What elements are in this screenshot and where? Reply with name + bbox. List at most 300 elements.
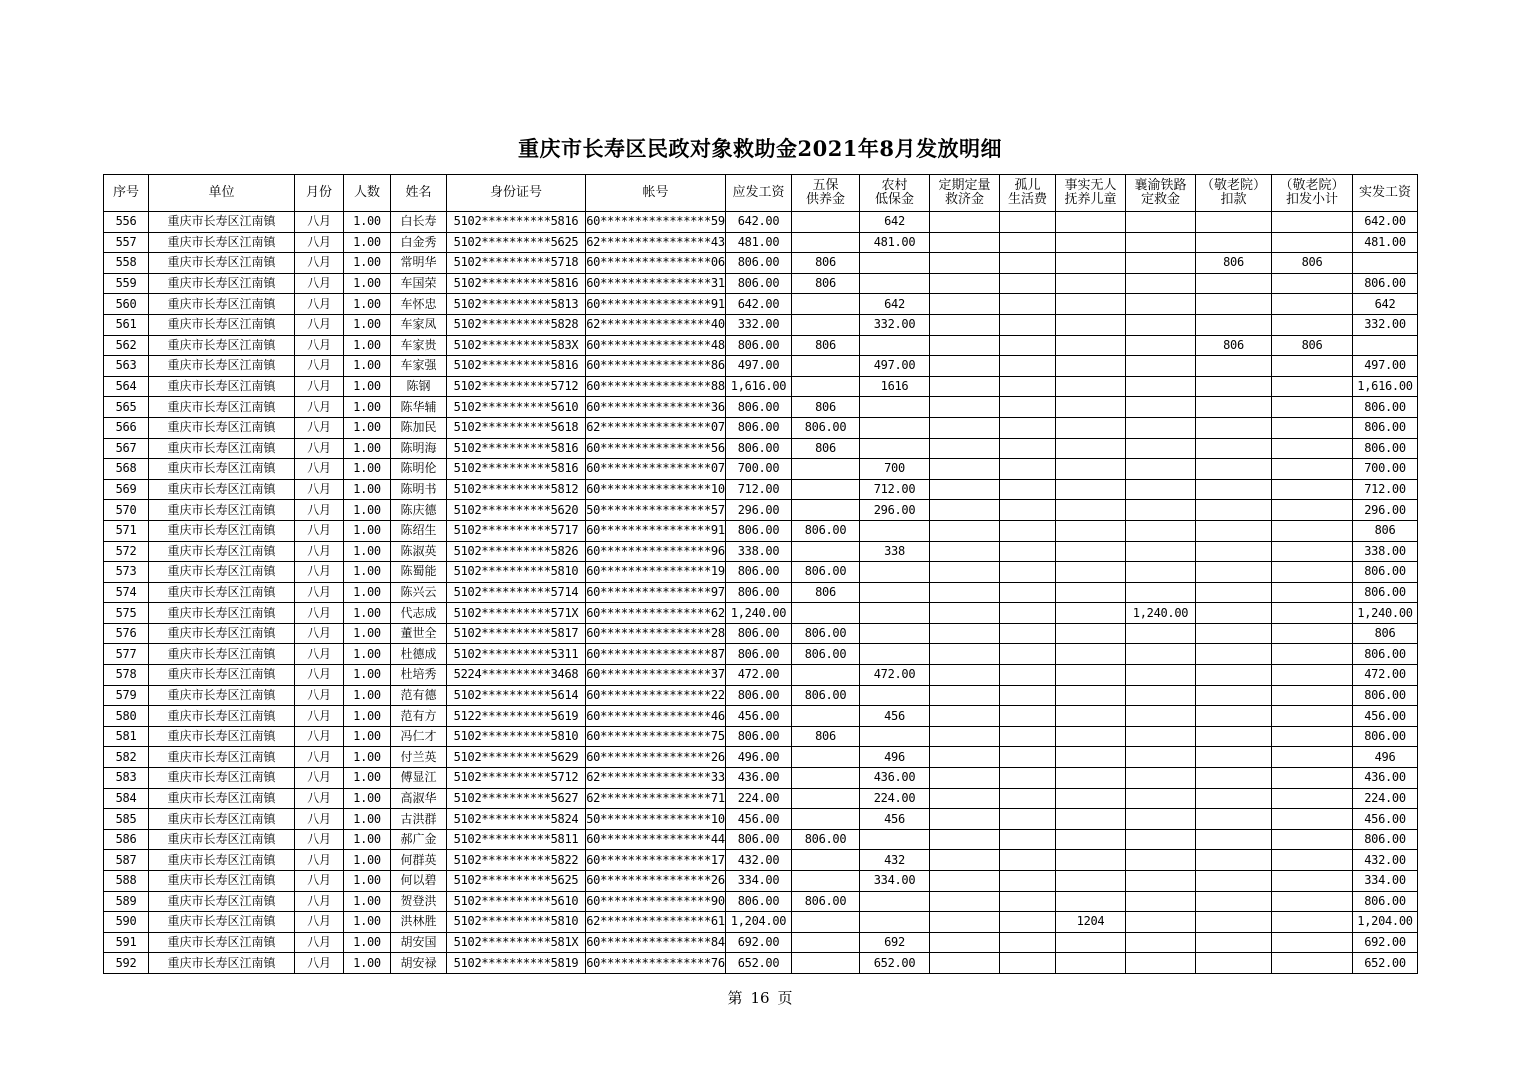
table-cell — [792, 479, 860, 500]
table-cell: 62****************71 — [586, 788, 726, 809]
table-cell — [1000, 829, 1056, 850]
table-cell: 重庆市长寿区江南镇 — [149, 788, 295, 809]
table-cell — [1000, 520, 1056, 541]
table-header-row — [104, 175, 1418, 212]
table-cell — [1056, 459, 1126, 480]
column-header: 应发工资 — [726, 175, 792, 212]
table-cell: 692.00 — [1353, 932, 1418, 953]
table-cell — [1000, 438, 1056, 459]
table-cell — [1272, 685, 1353, 706]
table-cell: 陈明伦 — [391, 459, 447, 480]
table-cell: 806.00 — [792, 829, 860, 850]
table-cell: 八月 — [295, 253, 344, 274]
table-cell: 806.00 — [726, 438, 792, 459]
table-cell: 806 — [792, 438, 860, 459]
table-cell: 5102**********5625 — [447, 871, 586, 892]
table-cell: 60****************97 — [586, 582, 726, 603]
table-cell: 重庆市长寿区江南镇 — [149, 726, 295, 747]
table-cell — [1000, 685, 1056, 706]
table-cell: 1.00 — [344, 232, 391, 253]
table-cell: 何群英 — [391, 850, 447, 871]
table-cell — [1056, 417, 1126, 438]
table-cell: 806.00 — [726, 253, 792, 274]
table-cell: 60****************96 — [586, 541, 726, 562]
table-cell: 1.00 — [344, 582, 391, 603]
table-cell: 重庆市长寿区江南镇 — [149, 644, 295, 665]
table-cell: 5102**********5610 — [447, 397, 586, 418]
table-cell — [792, 500, 860, 521]
table-cell — [930, 809, 1000, 830]
table-cell: 车国荣 — [391, 273, 447, 294]
table-cell — [1056, 582, 1126, 603]
table-cell — [860, 829, 930, 850]
table-cell: 5102**********5811 — [447, 829, 586, 850]
table-cell: 杜德成 — [391, 644, 447, 665]
table-cell: 八月 — [295, 726, 344, 747]
table-cell: 806.00 — [792, 891, 860, 912]
table-cell — [792, 747, 860, 768]
table-row — [104, 417, 1418, 438]
table-row — [104, 912, 1418, 933]
table-cell — [930, 438, 1000, 459]
table-cell — [1056, 253, 1126, 274]
table-cell: 806.00 — [1353, 582, 1418, 603]
table-row — [104, 314, 1418, 335]
table-cell — [1000, 603, 1056, 624]
column-header: 月份 — [295, 175, 344, 212]
table-cell: 胡安禄 — [391, 953, 447, 974]
table-cell: 重庆市长寿区江南镇 — [149, 685, 295, 706]
table-cell — [1056, 294, 1126, 315]
table-cell: 1.00 — [344, 809, 391, 830]
relief-payment-table — [103, 174, 1418, 974]
table-cell — [1353, 253, 1418, 274]
table-cell: 1204 — [1056, 912, 1126, 933]
table-cell: 重庆市长寿区江南镇 — [149, 562, 295, 583]
table-cell: 652.00 — [1353, 953, 1418, 974]
table-cell: 432.00 — [726, 850, 792, 871]
table-cell — [1272, 726, 1353, 747]
table-cell — [1126, 232, 1196, 253]
table-cell: 5102**********5712 — [447, 768, 586, 789]
table-cell — [930, 253, 1000, 274]
table-cell: 556 — [104, 212, 149, 233]
table-cell — [1056, 314, 1126, 335]
table-cell: 806.00 — [1353, 891, 1418, 912]
table-cell — [860, 644, 930, 665]
table-cell: 胡安国 — [391, 932, 447, 953]
table-cell: 八月 — [295, 747, 344, 768]
table-cell: 559 — [104, 273, 149, 294]
table-cell — [1126, 335, 1196, 356]
table-cell: 564 — [104, 376, 149, 397]
table-cell: 806 — [792, 397, 860, 418]
table-cell: 1.00 — [344, 479, 391, 500]
table-cell — [1196, 397, 1272, 418]
table-cell: 557 — [104, 232, 149, 253]
table-cell: 806.00 — [726, 562, 792, 583]
table-cell: 重庆市长寿区江南镇 — [149, 953, 295, 974]
table-cell — [860, 438, 930, 459]
table-cell — [1056, 356, 1126, 377]
table-cell: 八月 — [295, 376, 344, 397]
table-cell: 八月 — [295, 335, 344, 356]
table-cell: 60****************91 — [586, 294, 726, 315]
table-cell: 580 — [104, 706, 149, 727]
table-cell — [792, 356, 860, 377]
table-cell — [1126, 891, 1196, 912]
table-cell: 60****************37 — [586, 665, 726, 686]
table-cell: 456.00 — [726, 809, 792, 830]
table-cell — [1126, 768, 1196, 789]
table-cell — [1196, 541, 1272, 562]
table-cell: 重庆市长寿区江南镇 — [149, 294, 295, 315]
table-cell — [860, 726, 930, 747]
table-cell: 592 — [104, 953, 149, 974]
table-cell — [1126, 665, 1196, 686]
table-cell: 5102**********5712 — [447, 376, 586, 397]
table-cell — [1196, 747, 1272, 768]
table-cell: 古洪群 — [391, 809, 447, 830]
table-row — [104, 706, 1418, 727]
column-header: 帐号 — [586, 175, 726, 212]
table-cell: 重庆市长寿区江南镇 — [149, 500, 295, 521]
table-cell — [1000, 459, 1056, 480]
table-cell: 重庆市长寿区江南镇 — [149, 912, 295, 933]
table-cell — [1196, 314, 1272, 335]
table-cell: 何以碧 — [391, 871, 447, 892]
table-cell — [1000, 953, 1056, 974]
table-cell: 八月 — [295, 397, 344, 418]
table-cell — [860, 562, 930, 583]
table-cell: 1.00 — [344, 912, 391, 933]
table-cell: 车怀忠 — [391, 294, 447, 315]
table-cell: 洪林胜 — [391, 912, 447, 933]
table-cell: 432 — [860, 850, 930, 871]
table-cell — [1196, 273, 1272, 294]
table-cell — [1000, 871, 1056, 892]
table-cell — [1000, 850, 1056, 871]
table-cell: 806 — [792, 273, 860, 294]
table-cell — [792, 932, 860, 953]
table-cell: 重庆市长寿区江南镇 — [149, 603, 295, 624]
table-cell — [1126, 459, 1196, 480]
table-cell: 60****************26 — [586, 871, 726, 892]
column-header: 身份证号 — [447, 175, 586, 212]
table-cell: 5102**********5629 — [447, 747, 586, 768]
table-cell — [930, 294, 1000, 315]
table-cell: 八月 — [295, 665, 344, 686]
table-cell: 5102**********5620 — [447, 500, 586, 521]
table-cell: 陈加民 — [391, 417, 447, 438]
table-cell: 806 — [1353, 520, 1418, 541]
table-cell — [1272, 665, 1353, 686]
table-cell — [930, 623, 1000, 644]
table-cell — [792, 459, 860, 480]
table-cell — [1196, 623, 1272, 644]
table-cell: 332.00 — [860, 314, 930, 335]
table-cell: 806 — [1272, 335, 1353, 356]
table-cell: 八月 — [295, 520, 344, 541]
table-cell: 1.00 — [344, 788, 391, 809]
table-cell: 574 — [104, 582, 149, 603]
table-cell — [930, 665, 1000, 686]
table-cell: 1.00 — [344, 520, 391, 541]
table-cell: 车家凤 — [391, 314, 447, 335]
table-cell — [930, 314, 1000, 335]
table-row — [104, 212, 1418, 233]
table-cell: 806 — [792, 726, 860, 747]
table-row — [104, 356, 1418, 377]
table-cell: 八月 — [295, 953, 344, 974]
table-cell — [1056, 644, 1126, 665]
table-cell: 60****************44 — [586, 829, 726, 850]
table-cell: 八月 — [295, 871, 344, 892]
table-cell — [1056, 871, 1126, 892]
table-cell — [1196, 829, 1272, 850]
table-cell — [1126, 685, 1196, 706]
table-cell: 八月 — [295, 829, 344, 850]
table-cell — [1272, 232, 1353, 253]
table-cell: 62****************40 — [586, 314, 726, 335]
table-cell: 456.00 — [726, 706, 792, 727]
table-cell: 1.00 — [344, 356, 391, 377]
table-cell: 497.00 — [860, 356, 930, 377]
table-cell: 60****************28 — [586, 623, 726, 644]
table-cell — [860, 891, 930, 912]
table-row — [104, 747, 1418, 768]
table-cell: 5102**********5810 — [447, 912, 586, 933]
table-cell: 806.00 — [1353, 829, 1418, 850]
table-cell: 1,240.00 — [1126, 603, 1196, 624]
table-cell: 重庆市长寿区江南镇 — [149, 665, 295, 686]
table-cell — [1000, 479, 1056, 500]
table-cell: 62****************43 — [586, 232, 726, 253]
table-cell: 567 — [104, 438, 149, 459]
table-cell: 481.00 — [1353, 232, 1418, 253]
table-cell: 806.00 — [1353, 644, 1418, 665]
table-cell — [1056, 850, 1126, 871]
table-cell — [1126, 253, 1196, 274]
table-cell: 583 — [104, 768, 149, 789]
table-cell — [930, 603, 1000, 624]
table-cell — [792, 850, 860, 871]
table-cell: 642 — [860, 212, 930, 233]
table-cell: 584 — [104, 788, 149, 809]
table-cell — [1056, 685, 1126, 706]
table-cell — [1196, 932, 1272, 953]
table-cell: 332.00 — [1353, 314, 1418, 335]
table-cell — [1272, 459, 1353, 480]
table-cell: 重庆市长寿区江南镇 — [149, 479, 295, 500]
table-cell — [860, 912, 930, 933]
table-cell — [792, 294, 860, 315]
table-cell — [1126, 623, 1196, 644]
table-cell: 5102**********5311 — [447, 644, 586, 665]
table-cell: 八月 — [295, 314, 344, 335]
table-cell: 八月 — [295, 644, 344, 665]
table-cell: 589 — [104, 891, 149, 912]
table-cell: 重庆市长寿区江南镇 — [149, 871, 295, 892]
table-cell: 652.00 — [726, 953, 792, 974]
table-cell — [1126, 726, 1196, 747]
table-cell: 60****************06 — [586, 253, 726, 274]
table-cell: 八月 — [295, 809, 344, 830]
table-cell — [1126, 562, 1196, 583]
table-cell — [1000, 417, 1056, 438]
table-cell: 1,204.00 — [1353, 912, 1418, 933]
table-cell — [1000, 397, 1056, 418]
table-cell — [1196, 871, 1272, 892]
table-cell — [1126, 788, 1196, 809]
table-cell — [1000, 314, 1056, 335]
table-cell: 1.00 — [344, 500, 391, 521]
table-row — [104, 932, 1418, 953]
table-cell — [930, 479, 1000, 500]
table-cell — [930, 356, 1000, 377]
table-cell: 338.00 — [1353, 541, 1418, 562]
table-cell: 481.00 — [860, 232, 930, 253]
table-cell — [1272, 273, 1353, 294]
table-cell — [930, 500, 1000, 521]
table-cell — [1056, 829, 1126, 850]
table-cell: 八月 — [295, 438, 344, 459]
table-cell: 5102**********5717 — [447, 520, 586, 541]
table-cell: 579 — [104, 685, 149, 706]
table-cell: 497.00 — [1353, 356, 1418, 377]
table-cell: 60****************36 — [586, 397, 726, 418]
table-cell — [1126, 356, 1196, 377]
table-cell: 806 — [1272, 253, 1353, 274]
table-cell: 586 — [104, 829, 149, 850]
table-cell: 1.00 — [344, 706, 391, 727]
table-cell — [1196, 768, 1272, 789]
table-cell — [1056, 562, 1126, 583]
table-cell: 重庆市长寿区江南镇 — [149, 335, 295, 356]
table-cell — [1272, 809, 1353, 830]
table-cell — [1056, 500, 1126, 521]
table-cell — [1000, 809, 1056, 830]
table-cell — [1196, 479, 1272, 500]
table-cell: 1.00 — [344, 541, 391, 562]
table-cell: 1.00 — [344, 871, 391, 892]
table-row — [104, 520, 1418, 541]
table-cell — [930, 912, 1000, 933]
table-cell: 60****************48 — [586, 335, 726, 356]
table-cell: 1.00 — [344, 212, 391, 233]
table-cell — [1272, 294, 1353, 315]
table-cell — [792, 541, 860, 562]
table-cell: 5102**********5625 — [447, 232, 586, 253]
table-cell: 重庆市长寿区江南镇 — [149, 212, 295, 233]
table-cell: 重庆市长寿区江南镇 — [149, 356, 295, 377]
table-cell — [1000, 376, 1056, 397]
table-cell: 5102**********571X — [447, 603, 586, 624]
table-cell: 八月 — [295, 582, 344, 603]
table-cell — [1272, 932, 1353, 953]
table-cell — [1196, 520, 1272, 541]
table-cell: 重庆市长寿区江南镇 — [149, 809, 295, 830]
table-row — [104, 685, 1418, 706]
table-cell — [860, 397, 930, 418]
table-cell — [1126, 850, 1196, 871]
table-cell — [1196, 232, 1272, 253]
table-cell — [860, 417, 930, 438]
table-cell — [930, 417, 1000, 438]
table-cell: 566 — [104, 417, 149, 438]
table-cell: 5102**********5813 — [447, 294, 586, 315]
table-cell: 1.00 — [344, 314, 391, 335]
table-cell: 陈钢 — [391, 376, 447, 397]
table-cell: 806.00 — [1353, 438, 1418, 459]
table-cell — [860, 685, 930, 706]
table-cell: 561 — [104, 314, 149, 335]
table-cell: 692 — [860, 932, 930, 953]
table-cell: 重庆市长寿区江南镇 — [149, 376, 295, 397]
table-cell: 1.00 — [344, 335, 391, 356]
table-cell: 806.00 — [1353, 562, 1418, 583]
table-cell: 重庆市长寿区江南镇 — [149, 932, 295, 953]
table-row — [104, 603, 1418, 624]
table-cell — [930, 562, 1000, 583]
table-cell: 1,616.00 — [1353, 376, 1418, 397]
column-header: 序号 — [104, 175, 149, 212]
table-cell — [930, 747, 1000, 768]
table-cell — [1272, 953, 1353, 974]
table-cell: 224.00 — [860, 788, 930, 809]
table-row — [104, 665, 1418, 686]
table-cell — [1196, 809, 1272, 830]
table-cell — [1126, 932, 1196, 953]
table-cell: 334.00 — [1353, 871, 1418, 892]
table-cell: 1.00 — [344, 685, 391, 706]
table-cell — [1056, 541, 1126, 562]
table-cell — [860, 623, 930, 644]
table-cell: 5102**********5610 — [447, 891, 586, 912]
table-cell: 60****************19 — [586, 562, 726, 583]
table-cell: 806.00 — [1353, 726, 1418, 747]
table-cell: 1.00 — [344, 726, 391, 747]
table-cell — [1056, 809, 1126, 830]
table-cell — [1056, 520, 1126, 541]
table-cell — [930, 376, 1000, 397]
table-cell: 296.00 — [1353, 500, 1418, 521]
table-cell: 571 — [104, 520, 149, 541]
table-cell: 558 — [104, 253, 149, 274]
table-row — [104, 623, 1418, 644]
table-cell — [1196, 788, 1272, 809]
table-cell: 傅显江 — [391, 768, 447, 789]
table-cell: 456.00 — [1353, 809, 1418, 830]
table-cell: 5224**********3468 — [447, 665, 586, 686]
table-cell — [1196, 356, 1272, 377]
table-row — [104, 273, 1418, 294]
table-cell: 重庆市长寿区江南镇 — [149, 232, 295, 253]
table-cell: 陈淑英 — [391, 541, 447, 562]
table-cell: 436.00 — [1353, 768, 1418, 789]
table-cell: 806 — [1196, 253, 1272, 274]
table-cell: 806.00 — [726, 335, 792, 356]
table-cell — [1272, 912, 1353, 933]
table-cell — [792, 788, 860, 809]
table-cell — [930, 768, 1000, 789]
table-cell — [1272, 747, 1353, 768]
table-cell — [1196, 500, 1272, 521]
table-cell: 338 — [860, 541, 930, 562]
table-cell: 806.00 — [792, 685, 860, 706]
table-cell — [1126, 541, 1196, 562]
table-cell: 585 — [104, 809, 149, 830]
